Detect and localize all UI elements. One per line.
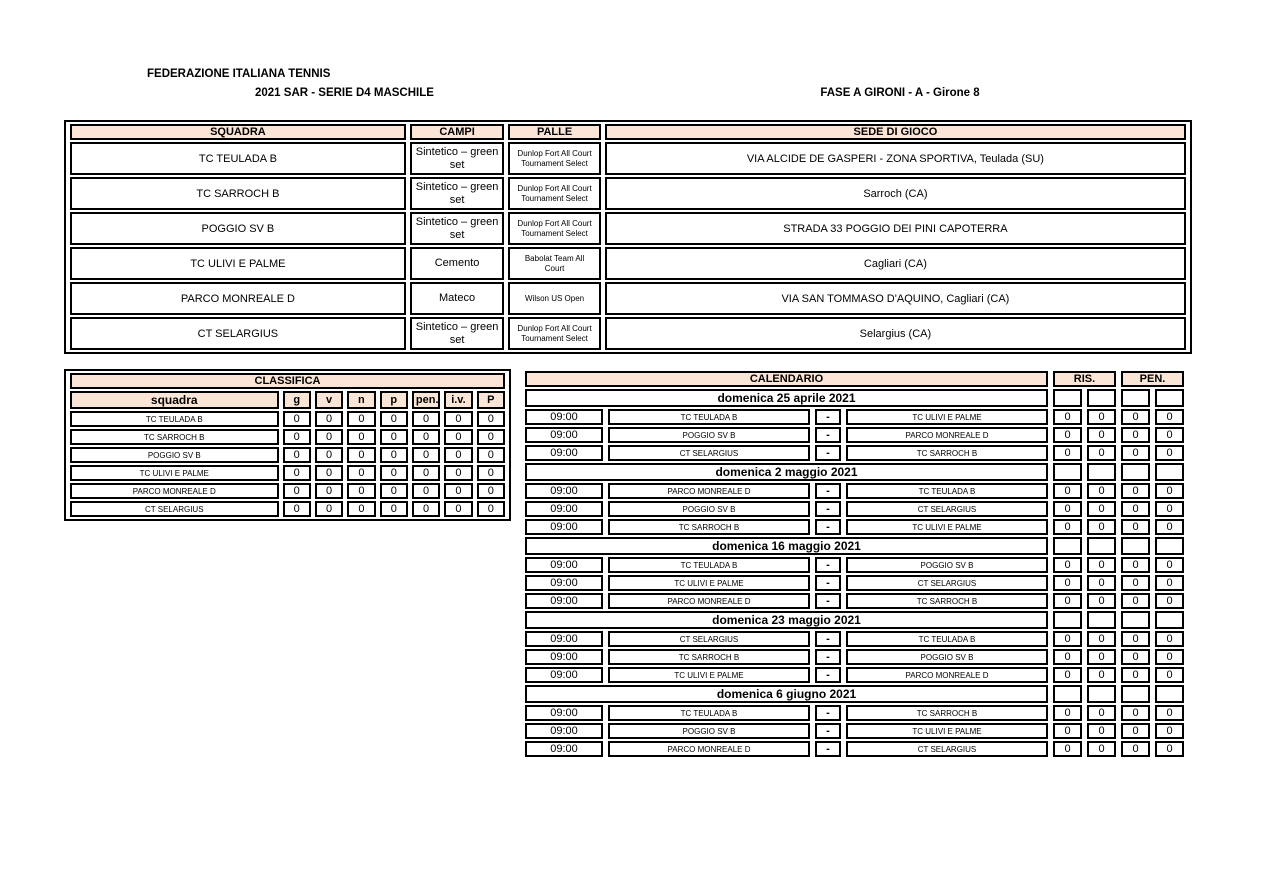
ris-away-cell: 0 (1087, 519, 1116, 535)
match-time-cell: 09:00 (525, 483, 603, 499)
separator-cell: - (815, 409, 841, 425)
pen-empty-cell (1155, 685, 1184, 703)
pen-empty-cell (1155, 611, 1184, 629)
matchday-date: domenica 16 maggio 2021 (525, 537, 1048, 555)
pen-empty-cell (1121, 611, 1150, 629)
classifica-team-cell: POGGIO SV B (70, 447, 279, 463)
ris-away-cell: 0 (1087, 501, 1116, 517)
classifica-table (66, 371, 509, 519)
team-name-cell: TC TEULADA B (70, 142, 406, 175)
match-time-cell: 09:00 (525, 445, 603, 461)
date-row (525, 389, 1184, 407)
venue-cell: Selargius (CA) (605, 317, 1186, 350)
classifica-pts-cell: 0 (477, 411, 505, 427)
balls-cell: Dunlop Fort All Court Tournament Select (508, 317, 601, 350)
classifica-pts-cell: 0 (477, 465, 505, 481)
match-row (525, 649, 1184, 665)
team-row (70, 282, 1186, 315)
teams-header-squadra: SQUADRA (70, 124, 406, 140)
classifica-row (70, 501, 505, 517)
ris-away-cell: 0 (1087, 427, 1116, 443)
competition-title: 2021 SAR - SERIE D4 MASCHILE (255, 87, 434, 99)
ris-home-cell: 0 (1053, 483, 1082, 499)
pen-away-cell: 0 (1155, 575, 1184, 591)
away-team-cell: POGGIO SV B (846, 649, 1048, 665)
team-row (70, 317, 1186, 350)
pen-away-cell: 0 (1155, 593, 1184, 609)
pen-home-cell: 0 (1121, 409, 1150, 425)
team-name-cell: PARCO MONREALE D (70, 282, 406, 315)
match-time-cell: 09:00 (525, 631, 603, 647)
classifica-pen-cell: 0 (412, 447, 440, 463)
balls-cell: Wilson US Open (508, 282, 601, 315)
classifica-g-cell: 0 (283, 465, 311, 481)
date-row (525, 463, 1184, 481)
pen-away-cell: 0 (1155, 501, 1184, 517)
ris-away-cell: 0 (1087, 483, 1116, 499)
classifica-iv-cell: 0 (444, 429, 472, 445)
phase-title: FASE A GIRONI - A - Girone 8 (820, 87, 980, 99)
ris-home-cell: 0 (1053, 409, 1082, 425)
home-team-cell: TC TEULADA B (608, 409, 810, 425)
classifica-row (70, 411, 505, 427)
match-row (525, 667, 1184, 683)
classifica-g-cell: 0 (283, 501, 311, 517)
separator-cell: - (815, 575, 841, 591)
classifica-pts-cell: 0 (477, 429, 505, 445)
teams-table (66, 122, 1190, 352)
teams-header-campi: CAMPI (410, 124, 505, 140)
pen-home-cell: 0 (1121, 501, 1150, 517)
match-time-cell: 09:00 (525, 667, 603, 683)
teams-header-sede: SEDE DI GIOCO (605, 124, 1186, 140)
classifica-v-cell: 0 (315, 447, 343, 463)
pen-home-cell: 0 (1121, 667, 1150, 683)
separator-cell: - (815, 427, 841, 443)
separator-cell: - (815, 445, 841, 461)
classifica-row (70, 429, 505, 445)
away-team-cell: TC SARROCH B (846, 593, 1048, 609)
separator-cell: - (815, 649, 841, 665)
court-type-cell: Sintetico – green set (410, 317, 505, 350)
ris-home-cell: 0 (1053, 557, 1082, 573)
classifica-iv-cell: 0 (444, 465, 472, 481)
classifica-v-cell: 0 (315, 411, 343, 427)
ris-home-cell: 0 (1053, 723, 1082, 739)
calendario-title-row (525, 371, 1184, 387)
classifica-header-pen: pen. (412, 391, 440, 409)
match-time-cell: 09:00 (525, 705, 603, 721)
pen-home-cell: 0 (1121, 631, 1150, 647)
home-team-cell: TC SARROCH B (608, 649, 810, 665)
matchday-date: domenica 25 aprile 2021 (525, 389, 1048, 407)
home-team-cell: PARCO MONREALE D (608, 741, 810, 757)
pen-away-cell: 0 (1155, 631, 1184, 647)
pen-away-cell: 0 (1155, 427, 1184, 443)
team-name-cell: POGGIO SV B (70, 212, 406, 245)
away-team-cell: CT SELARGIUS (846, 741, 1048, 757)
ris-home-cell: 0 (1053, 593, 1082, 609)
away-team-cell: POGGIO SV B (846, 557, 1048, 573)
venue-cell: VIA ALCIDE DE GASPERI - ZONA SPORTIVA, Teulada (SU) (605, 142, 1186, 175)
ris-empty-cell (1087, 685, 1116, 703)
pen-away-cell: 0 (1155, 445, 1184, 461)
date-row (525, 685, 1184, 703)
classifica-p-cell: 0 (380, 411, 408, 427)
pen-empty-cell (1155, 537, 1184, 555)
ris-empty-cell (1087, 463, 1116, 481)
classifica-title: CLASSIFICA (70, 373, 505, 389)
pen-home-cell: 0 (1121, 427, 1150, 443)
ris-away-cell: 0 (1087, 593, 1116, 609)
home-team-cell: TC TEULADA B (608, 557, 810, 573)
ris-away-cell: 0 (1087, 705, 1116, 721)
classifica-team-cell: TC SARROCH B (70, 429, 279, 445)
venue-cell: Sarroch (CA) (605, 177, 1186, 210)
classifica-p-cell: 0 (380, 501, 408, 517)
classifica-frame (64, 369, 511, 521)
classifica-n-cell: 0 (347, 465, 375, 481)
classifica-n-cell: 0 (347, 447, 375, 463)
pen-empty-cell (1155, 463, 1184, 481)
ris-home-cell: 0 (1053, 741, 1082, 757)
ris-away-cell: 0 (1087, 723, 1116, 739)
classifica-title-row (70, 373, 505, 389)
away-team-cell: TC SARROCH B (846, 705, 1048, 721)
pen-home-cell: 0 (1121, 723, 1150, 739)
match-time-cell: 09:00 (525, 723, 603, 739)
classifica-iv-cell: 0 (444, 483, 472, 499)
match-row (525, 741, 1184, 757)
date-row (525, 611, 1184, 629)
court-type-cell: Sintetico – green set (410, 142, 505, 175)
classifica-iv-cell: 0 (444, 501, 472, 517)
ris-away-cell: 0 (1087, 649, 1116, 665)
home-team-cell: PARCO MONREALE D (608, 593, 810, 609)
ris-home-cell: 0 (1053, 501, 1082, 517)
classifica-pts-cell: 0 (477, 483, 505, 499)
venue-cell: Cagliari (CA) (605, 247, 1186, 280)
separator-cell: - (815, 501, 841, 517)
home-team-cell: POGGIO SV B (608, 427, 810, 443)
ris-home-cell: 0 (1053, 649, 1082, 665)
separator-cell: - (815, 483, 841, 499)
match-time-cell: 09:00 (525, 557, 603, 573)
home-team-cell: TC ULIVI E PALME (608, 667, 810, 683)
pen-home-cell: 0 (1121, 593, 1150, 609)
match-row (525, 445, 1184, 461)
classifica-iv-cell: 0 (444, 447, 472, 463)
pen-away-cell: 0 (1155, 741, 1184, 757)
pen-home-cell: 0 (1121, 649, 1150, 665)
home-team-cell: TC TEULADA B (608, 705, 810, 721)
date-row (525, 537, 1184, 555)
match-row (525, 593, 1184, 609)
ris-home-cell: 0 (1053, 427, 1082, 443)
classifica-v-cell: 0 (315, 465, 343, 481)
ris-home-cell: 0 (1053, 705, 1082, 721)
match-row (525, 575, 1184, 591)
classifica-row (70, 447, 505, 463)
home-team-cell: POGGIO SV B (608, 501, 810, 517)
ris-away-cell: 0 (1087, 557, 1116, 573)
away-team-cell: CT SELARGIUS (846, 575, 1048, 591)
pen-home-cell: 0 (1121, 445, 1150, 461)
pen-home-cell: 0 (1121, 519, 1150, 535)
court-type-cell: Cemento (410, 247, 505, 280)
home-team-cell: PARCO MONREALE D (608, 483, 810, 499)
match-time-cell: 09:00 (525, 575, 603, 591)
classifica-row (70, 483, 505, 499)
ris-away-cell: 0 (1087, 409, 1116, 425)
classifica-team-cell: TC TEULADA B (70, 411, 279, 427)
pen-away-cell: 0 (1155, 519, 1184, 535)
classifica-g-cell: 0 (283, 429, 311, 445)
teams-header-row (70, 124, 1186, 140)
pen-home-cell: 0 (1121, 483, 1150, 499)
ris-home-cell: 0 (1053, 631, 1082, 647)
venue-cell: VIA SAN TOMMASO D'AQUINO, Cagliari (CA) (605, 282, 1186, 315)
calendario-title: CALENDARIO (525, 371, 1048, 387)
balls-cell: Dunlop Fort All Court Tournament Select (508, 142, 601, 175)
ris-empty-cell (1087, 537, 1116, 555)
classifica-iv-cell: 0 (444, 411, 472, 427)
balls-cell: Dunlop Fort All Court Tournament Select (508, 177, 601, 210)
match-time-cell: 09:00 (525, 593, 603, 609)
classifica-pen-cell: 0 (412, 501, 440, 517)
ris-header: RIS. (1053, 371, 1116, 387)
match-row (525, 705, 1184, 721)
separator-cell: - (815, 631, 841, 647)
pen-empty-cell (1121, 685, 1150, 703)
separator-cell: - (815, 667, 841, 683)
classifica-v-cell: 0 (315, 501, 343, 517)
classifica-n-cell: 0 (347, 483, 375, 499)
away-team-cell: TC ULIVI E PALME (846, 519, 1048, 535)
classifica-header-v: v (315, 391, 343, 409)
classifica-team-cell: CT SELARGIUS (70, 501, 279, 517)
pen-home-cell: 0 (1121, 705, 1150, 721)
match-time-cell: 09:00 (525, 519, 603, 535)
classifica-header-squadra: squadra (70, 391, 279, 409)
home-team-cell: TC SARROCH B (608, 519, 810, 535)
court-type-cell: Sintetico – green set (410, 177, 505, 210)
pen-away-cell: 0 (1155, 483, 1184, 499)
pen-away-cell: 0 (1155, 723, 1184, 739)
classifica-n-cell: 0 (347, 501, 375, 517)
ris-empty-cell (1053, 611, 1082, 629)
pen-away-cell: 0 (1155, 557, 1184, 573)
teams-table-body (70, 142, 1186, 350)
ris-away-cell: 0 (1087, 445, 1116, 461)
classifica-pen-cell: 0 (412, 429, 440, 445)
balls-cell: Dunlop Fort All Court Tournament Select (508, 212, 601, 245)
classifica-header-g: g (283, 391, 311, 409)
pen-empty-cell (1155, 389, 1184, 407)
ris-empty-cell (1053, 537, 1082, 555)
separator-cell: - (815, 723, 841, 739)
teams-table-frame (64, 120, 1192, 354)
classifica-g-cell: 0 (283, 447, 311, 463)
pen-empty-cell (1121, 389, 1150, 407)
classifica-header-n: n (347, 391, 375, 409)
classifica-header-row (70, 391, 505, 409)
classifica-p-cell: 0 (380, 483, 408, 499)
match-time-cell: 09:00 (525, 427, 603, 443)
venue-cell: STRADA 33 POGGIO DEI PINI CAPOTERRA (605, 212, 1186, 245)
match-row (525, 501, 1184, 517)
classifica-team-cell: TC ULIVI E PALME (70, 465, 279, 481)
ris-empty-cell (1087, 611, 1116, 629)
court-type-cell: Mateco (410, 282, 505, 315)
pen-empty-cell (1121, 463, 1150, 481)
match-row (525, 723, 1184, 739)
classifica-g-cell: 0 (283, 483, 311, 499)
match-row (525, 427, 1184, 443)
away-team-cell: PARCO MONREALE D (846, 427, 1048, 443)
classifica-header-p: p (380, 391, 408, 409)
classifica-row (70, 465, 505, 481)
separator-cell: - (815, 593, 841, 609)
matchday-date: domenica 6 giugno 2021 (525, 685, 1048, 703)
separator-cell: - (815, 705, 841, 721)
away-team-cell: PARCO MONREALE D (846, 667, 1048, 683)
classifica-n-cell: 0 (347, 429, 375, 445)
ris-empty-cell (1053, 463, 1082, 481)
ris-away-cell: 0 (1087, 741, 1116, 757)
pen-home-cell: 0 (1121, 575, 1150, 591)
classifica-v-cell: 0 (315, 429, 343, 445)
teams-header-palle: PALLE (508, 124, 601, 140)
ris-away-cell: 0 (1087, 575, 1116, 591)
calendario-body (525, 389, 1184, 757)
classifica-p-cell: 0 (380, 465, 408, 481)
pen-header: PEN. (1121, 371, 1184, 387)
pen-away-cell: 0 (1155, 705, 1184, 721)
classifica-v-cell: 0 (315, 483, 343, 499)
away-team-cell: TC TEULADA B (846, 483, 1048, 499)
classifica-team-cell: PARCO MONREALE D (70, 483, 279, 499)
ris-home-cell: 0 (1053, 445, 1082, 461)
classifica-n-cell: 0 (347, 411, 375, 427)
classifica-pen-cell: 0 (412, 483, 440, 499)
ris-home-cell: 0 (1053, 519, 1082, 535)
classifica-pts-cell: 0 (477, 447, 505, 463)
match-time-cell: 09:00 (525, 649, 603, 665)
team-row (70, 212, 1186, 245)
ris-home-cell: 0 (1053, 575, 1082, 591)
classifica-header-iv: i.v. (444, 391, 472, 409)
away-team-cell: TC ULIVI E PALME (846, 723, 1048, 739)
classifica-pts-cell: 0 (477, 501, 505, 517)
match-row (525, 409, 1184, 425)
classifica-p-cell: 0 (380, 447, 408, 463)
match-row (525, 519, 1184, 535)
classifica-body (70, 411, 505, 517)
ris-away-cell: 0 (1087, 667, 1116, 683)
balls-cell: Babolat Team All Court (508, 247, 601, 280)
ris-empty-cell (1053, 389, 1082, 407)
separator-cell: - (815, 741, 841, 757)
away-team-cell: CT SELARGIUS (846, 501, 1048, 517)
ris-home-cell: 0 (1053, 667, 1082, 683)
team-row (70, 142, 1186, 175)
home-team-cell: CT SELARGIUS (608, 631, 810, 647)
team-row (70, 177, 1186, 210)
pen-away-cell: 0 (1155, 649, 1184, 665)
match-time-cell: 09:00 (525, 741, 603, 757)
federation-title: FEDERAZIONE ITALIANA TENNIS (147, 68, 331, 80)
team-name-cell: TC SARROCH B (70, 177, 406, 210)
match-row (525, 483, 1184, 499)
separator-cell: - (815, 519, 841, 535)
match-time-cell: 09:00 (525, 409, 603, 425)
team-row (70, 247, 1186, 280)
matchday-date: domenica 23 maggio 2021 (525, 611, 1048, 629)
away-team-cell: TC TEULADA B (846, 631, 1048, 647)
team-name-cell: TC ULIVI E PALME (70, 247, 406, 280)
team-name-cell: CT SELARGIUS (70, 317, 406, 350)
home-team-cell: POGGIO SV B (608, 723, 810, 739)
court-type-cell: Sintetico – green set (410, 212, 505, 245)
pen-empty-cell (1121, 537, 1150, 555)
match-row (525, 631, 1184, 647)
classifica-pen-cell: 0 (412, 411, 440, 427)
ris-empty-cell (1053, 685, 1082, 703)
home-team-cell: TC ULIVI E PALME (608, 575, 810, 591)
match-row (525, 557, 1184, 573)
ris-away-cell: 0 (1087, 631, 1116, 647)
pen-away-cell: 0 (1155, 409, 1184, 425)
classifica-p-cell: 0 (380, 429, 408, 445)
classifica-g-cell: 0 (283, 411, 311, 427)
separator-cell: - (815, 557, 841, 573)
classifica-pen-cell: 0 (412, 465, 440, 481)
pen-away-cell: 0 (1155, 667, 1184, 683)
calendario-table (520, 369, 1189, 759)
pen-home-cell: 0 (1121, 741, 1150, 757)
pen-home-cell: 0 (1121, 557, 1150, 573)
match-time-cell: 09:00 (525, 501, 603, 517)
ris-empty-cell (1087, 389, 1116, 407)
home-team-cell: CT SELARGIUS (608, 445, 810, 461)
calendario-frame (520, 369, 1200, 759)
matchday-date: domenica 2 maggio 2021 (525, 463, 1048, 481)
away-team-cell: TC SARROCH B (846, 445, 1048, 461)
classifica-header-P: P (477, 391, 505, 409)
away-team-cell: TC ULIVI E PALME (846, 409, 1048, 425)
